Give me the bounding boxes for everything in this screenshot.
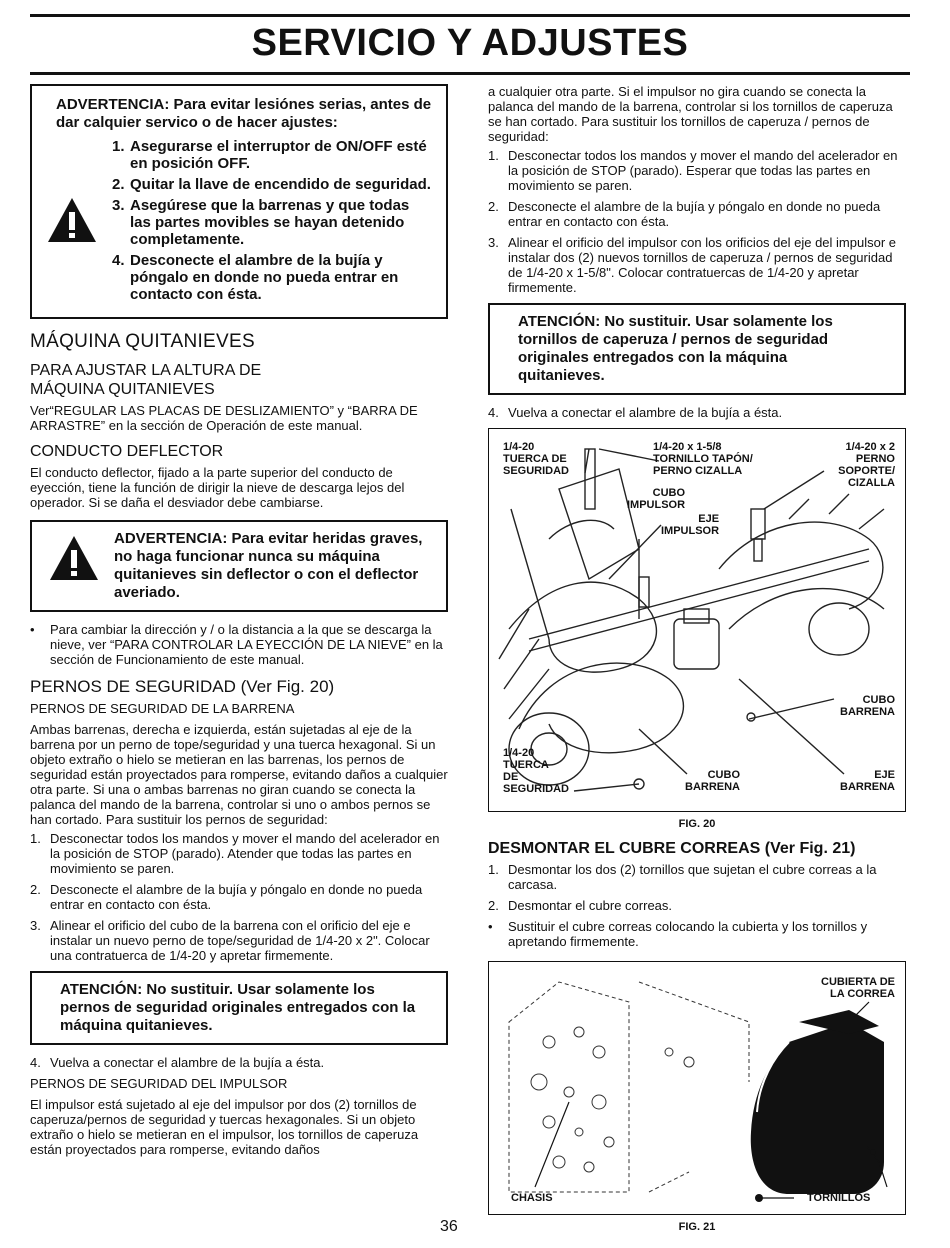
- conducto-paragraph: El conducto deflector, fijado a la parte superior del conducto de eyección, tiene la función de dirigir la nieve de descarga lejos del operador. Si se daña el desviador debe cambiarse.: [30, 465, 405, 510]
- impulsor-steps: [488, 148, 906, 295]
- warning-box-deflector: [30, 520, 448, 612]
- fig21-caption: FIG. 21: [678, 1221, 716, 1233]
- fig21-label-cubierta: CUBIERTA DE LA CORREA: [821, 976, 895, 1000]
- step-item: 4. Vuelva a conectar el alambre de la bujía a ésta.: [488, 405, 783, 420]
- warning-item: 4. Desconecte el alambre de la bujía y póngalo en donde no pueda entrar en contacto con ésta.: [112, 252, 399, 303]
- page-number: 36: [440, 1218, 458, 1235]
- warning-title: ADVERTENCIA: Para evitar lesiónes serias, antes de dar calquier servico o de hacer ajustes:: [56, 96, 432, 131]
- fig20-caption: FIG. 20: [678, 818, 716, 830]
- step-item: 2. Desconecte el alambre de la bujía y póngalo en donde no pueda entrar en contacto con ésta.: [488, 199, 881, 229]
- header-bottom-rule: [30, 72, 910, 75]
- attention-box-impulsor: ATENCIÓN: No sustituir. Usar solamente los tornillos de caperuza / pernos de seguridad originales entregados con la máquina quitanieves.: [488, 303, 906, 395]
- step-item: 2. Desconecte el alambre de la bujía y póngalo en donde no pueda entrar en contacto con ésta.: [30, 882, 423, 912]
- warning-item: 3. Asegúrese que la barrenas y que todas las partes movibles se hayan detenido completamente.: [112, 197, 410, 248]
- fig20-label-perno-soporte: 1/4-20 x 2 PERNO SOPORTE/ CIZALLA: [838, 441, 895, 489]
- cubre-steps: [488, 862, 906, 913]
- fig20-label-eje-barrena: EJE BARRENA: [840, 769, 895, 793]
- step-item: 4. Vuelva a conectar el alambre de la bujía a ésta.: [30, 1055, 325, 1070]
- fig21-label-tornillos: TORNILLOS: [807, 1192, 871, 1204]
- fig21-label-chasis: CHASIS: [511, 1192, 553, 1204]
- step-item: 1. Desmontar los dos (2) tornillos que sujetan el cubre correas a la carcasa.: [488, 862, 877, 892]
- impulsor-paragraph-cont: a cualquier otra parte. Si el impulsor no gira cuando se conecta la palanca del mando de la barrena, controlar si los tornillos de caperuza se han cortado. Para sustituir los tornillos de caperuza / pernos de seguridad:: [488, 84, 893, 144]
- impulsor-step4: [488, 405, 906, 420]
- warning-box-service: [30, 84, 448, 319]
- step-item: 1. Desconectar todos los mandos y mover el mando del acelerador en la posición de STOP (parado). Atender que todas las partes en movimiento se paren.: [30, 831, 440, 876]
- barrena-paragraph: Ambas barrenas, derecha e izquierda, están sujetadas al eje de la barrena por un perno de tope/seguridad y una tuerca hexagonal. Si un objeto extraño o hielo se metieran en las barrenas, los pernos de seguridad están proyectados para romperse, evitando daños a cualquier otra parte. Si una o ambas barrenas no giran cuando se conecta la palanca del mando de la barrena, controlar si uno o ambos pernos se han cortado. Para sustituir los pernos de seguridad:: [30, 722, 448, 827]
- figure-21: [488, 961, 906, 1215]
- barrena-step4: [30, 1055, 448, 1070]
- warning-triangle-icon: [48, 534, 100, 587]
- subheading-conducto: CONDUCTO DEFLECTOR: [30, 443, 224, 460]
- page-title: SERVICIO Y ADJUSTES: [251, 22, 689, 64]
- section-heading-maquina: MÁQUINA QUITANIEVES: [30, 331, 255, 352]
- bullet-cubre: • Sustituir el cubre correas colocando la cubierta y los tornillos y apretando firmemente.: [488, 919, 868, 949]
- fig20-label-cubo-barrena-bottom: CUBO BARRENA: [685, 769, 740, 793]
- figure-20: [488, 428, 906, 812]
- step-item: 3. Alinear el orificio del impulsor con los orificios del eje del impulsor e instalar dos (2) nuevos tornillos de caperuza / pernos de seguridad de 1/4-20 x 1-5/8". Colocar contratuercas de 1/4-20 y apretar firmemente.: [488, 235, 897, 295]
- subheading-altura: PARA AJUSTAR LA ALTURA DE MÁQUINA QUITANIEVES: [30, 362, 262, 398]
- subheading-pernos: PERNOS DE SEGURIDAD (Ver Fig. 20): [30, 677, 335, 696]
- warning-item: 1. Asegurarse el interruptor de ON/OFF esté en posición OFF.: [112, 138, 427, 172]
- deflector-warning-text: ADVERTENCIA: Para evitar heridas graves, no haga funcionar nunca su máquina quitanieves sin deflector o con el deflector averiado.: [114, 530, 423, 601]
- fig20-label-tornillo: 1/4-20 x 1-5/8 TORNILLO TAPÓN/ PERNO CIZALLA: [653, 441, 753, 477]
- left-column: [30, 84, 448, 1161]
- barrena-subheading: PERNOS DE SEGURIDAD DE LA BARRENA: [30, 701, 295, 716]
- barrena-steps: [30, 831, 448, 963]
- bullet-eyeccion: • Para cambiar la dirección y / o la distancia a la que se descarga la nieve, ver “PARA CONTROLAR LA EYECCIÓN DE LA NIEVE” en la sección de Funcionamiento de este manual.: [30, 622, 443, 667]
- fig20-label-tuerca-bottom: 1/4-20 TUERCA DE SEGURIDAD: [503, 747, 570, 795]
- step-item: 2. Desmontar el cubre correas.: [488, 898, 673, 913]
- step-item: 3. Alinear el orificio del cubo de la barrena con el orificio del eje e instalar un nuevo perno de tope/seguridad de 1/4-20 x 2". Colocar una contratuerca de 1/4-20 y apretar firmemente.: [30, 918, 430, 963]
- step-item: 1. Desconectar todos los mandos y mover el mando del acelerador en la posición de STOP (parado). Esperar que todas las partes en movimiento se paren.: [488, 148, 898, 193]
- fig20-label-eje-impulsor: EJE IMPULSOR: [661, 513, 720, 537]
- fig20-label-cubo-impulsor: CUBO IMPULSOR: [627, 487, 686, 511]
- right-column: [488, 84, 906, 1239]
- subheading-cubre-correas: DESMONTAR EL CUBRE CORREAS (Ver Fig. 21): [488, 840, 856, 857]
- attention-box-barrena: ATENCIÓN: No sustituir. Usar solamente los pernos de seguridad originales entregados con la máquina quitanieves.: [30, 971, 448, 1045]
- fig20-label-cubo-barrena-right: CUBO BARRENA: [840, 694, 895, 718]
- altura-paragraph: Ver“REGULAR LAS PLACAS DE DESLIZAMIENTO” y “BARRA DE ARRASTRE” en la sección de Operación de este manual.: [30, 403, 418, 433]
- fig20-label-tuerca-top: 1/4-20 TUERCA DE SEGURIDAD: [503, 441, 570, 477]
- impulsor-paragraph: El impulsor está sujetado al eje del impulsor por dos (2) tornillos de caperuza/pernos de seguridad y tuercas hexagonales. Si un objeto extraño o hielo se metieran en el impulsor, los tornillos de caperuza están proyectados para romperse, evitando daños: [30, 1097, 419, 1157]
- warning-triangle-icon: [46, 196, 98, 249]
- impulsor-subheading: PERNOS DE SEGURIDAD DEL IMPULSOR: [30, 1076, 288, 1091]
- warning-item: 2. Quitar la llave de encendido de seguridad.: [112, 176, 431, 193]
- warning-list: [112, 138, 432, 307]
- header-top-rule: [30, 14, 910, 17]
